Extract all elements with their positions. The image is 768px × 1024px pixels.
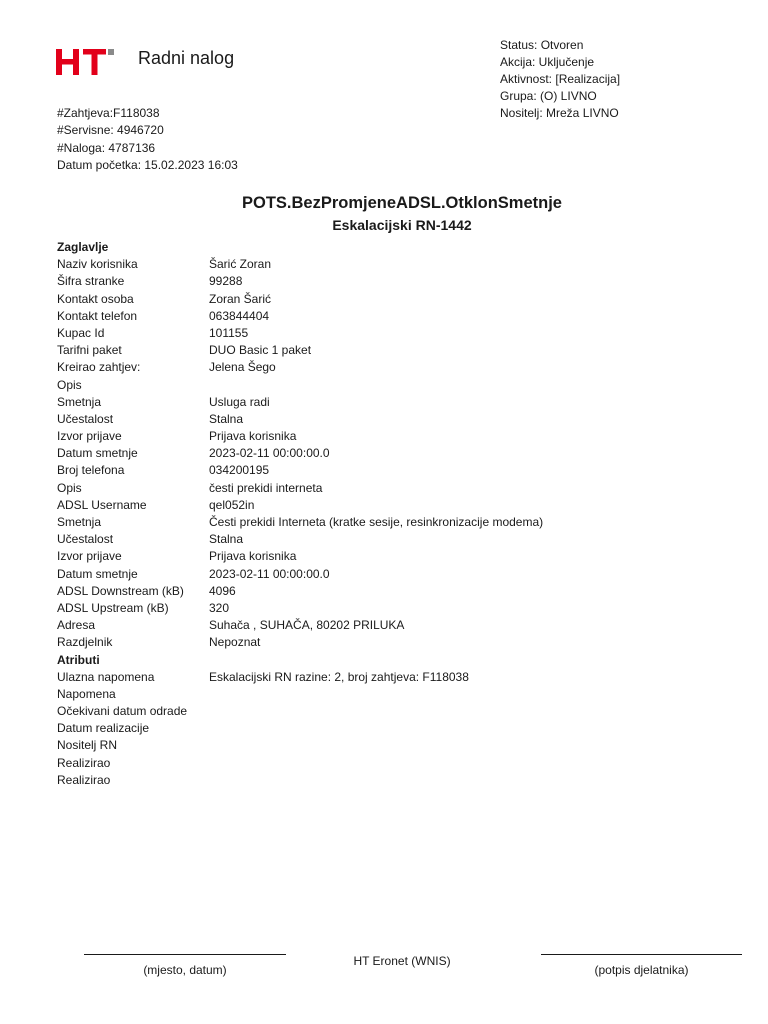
field-label: Realizirao bbox=[57, 772, 111, 787]
field-label: Šifra stranke bbox=[57, 274, 125, 289]
field-value: Stalna bbox=[209, 532, 244, 547]
detail-row bbox=[57, 720, 737, 737]
field-value: 101155 bbox=[209, 325, 249, 340]
field-value: qel052in bbox=[209, 497, 255, 512]
detail-row bbox=[57, 583, 737, 600]
field-value: Zoran Šarić bbox=[209, 291, 272, 306]
detail-row bbox=[57, 772, 737, 789]
signature-line bbox=[541, 954, 742, 955]
field-value: Česti prekidi Interneta (kratke sesije, resinkronizacije modema) bbox=[209, 515, 544, 529]
field-value: 034200195 bbox=[209, 463, 270, 478]
field-label: Kontakt osoba bbox=[57, 291, 134, 306]
detail-row bbox=[57, 600, 737, 617]
detail-row bbox=[57, 428, 737, 445]
field-value: Nepoznat bbox=[209, 635, 261, 650]
field-label: Smetnja bbox=[57, 394, 102, 409]
field-label: Izvor prijave bbox=[57, 549, 122, 564]
field-value: Prijava korisnika bbox=[209, 549, 297, 564]
detail-row bbox=[57, 514, 737, 531]
detail-row bbox=[57, 531, 737, 548]
field-value: Jelena Šego bbox=[209, 360, 276, 375]
field-value: Eskalacijski RN razine: 2, broj zahtjeva: F118038 bbox=[209, 669, 469, 684]
field-value: 320 bbox=[209, 600, 230, 615]
service-number: #Servisne: 4946720 bbox=[57, 123, 164, 138]
field-label: Datum realizacije bbox=[57, 721, 150, 736]
detail-row bbox=[57, 669, 737, 686]
field-label: Smetnja bbox=[57, 515, 102, 529]
field-label: Učestalost bbox=[57, 532, 114, 547]
detail-row bbox=[57, 566, 737, 583]
detail-row bbox=[57, 462, 737, 479]
detail-row bbox=[57, 325, 737, 342]
field-label: Kreirao zahtjev: bbox=[57, 360, 141, 375]
escalation-heading: Eskalacijski RN-1442 bbox=[332, 217, 472, 233]
detail-row bbox=[57, 703, 737, 720]
field-label: Kontakt telefon bbox=[57, 308, 138, 323]
field-label: Izvor prijave bbox=[57, 429, 122, 444]
field-label: Datum smetnje bbox=[57, 446, 138, 461]
order-details bbox=[57, 239, 737, 789]
field-label: Adresa bbox=[57, 618, 96, 633]
field-value: Usluga radi bbox=[209, 394, 270, 409]
status-line-action: Akcija: Uključenje bbox=[500, 55, 595, 69]
field-value: česti prekidi interneta bbox=[209, 480, 323, 495]
detail-row bbox=[57, 634, 737, 651]
field-label: Očekivani datum odrade bbox=[57, 704, 188, 719]
field-label: Datum smetnje bbox=[57, 566, 138, 581]
order-type-heading: POTS.BezPromjeneADSL.OtklonSmetnje bbox=[242, 194, 562, 212]
field-label: Opis bbox=[57, 377, 82, 392]
document-title: Radni nalog bbox=[138, 48, 235, 68]
field-label: Učestalost bbox=[57, 411, 114, 426]
ids-block bbox=[57, 105, 238, 174]
field-label: Napomena bbox=[57, 686, 116, 701]
field-label: Ulazna napomena bbox=[57, 669, 155, 684]
status-line-activity: Aktivnost: [Realizacija] bbox=[500, 72, 621, 86]
field-value: 063844404 bbox=[209, 308, 270, 323]
detail-row bbox=[57, 291, 737, 308]
field-label: ADSL Username bbox=[57, 497, 147, 512]
status-line-group: Grupa: (O) LIVNO bbox=[500, 89, 597, 103]
field-value: Suhača , SUHAČA, 80202 PRILUKA bbox=[209, 618, 405, 633]
field-label: Tarifni paket bbox=[57, 343, 122, 358]
start-date: Datum početka: 15.02.2023 16:03 bbox=[57, 157, 238, 172]
detail-row bbox=[57, 445, 737, 462]
detail-row bbox=[57, 548, 737, 565]
detail-row bbox=[57, 273, 737, 290]
detail-row bbox=[57, 308, 737, 325]
section-title: Zaglavlje bbox=[57, 240, 109, 254]
detail-row bbox=[57, 377, 737, 394]
order-number: #Naloga: 4787136 bbox=[57, 140, 156, 155]
field-value: 2023-02-11 00:00:00.0 bbox=[209, 446, 330, 461]
detail-row bbox=[57, 755, 737, 772]
detail-row bbox=[57, 359, 737, 376]
field-value: 99288 bbox=[209, 274, 243, 289]
detail-row bbox=[57, 617, 737, 634]
field-label: ADSL Downstream (kB) bbox=[57, 583, 184, 598]
detail-row bbox=[57, 686, 737, 703]
field-label: Razdjelnik bbox=[57, 635, 113, 650]
field-label: Nositelj RN bbox=[57, 738, 118, 753]
status-block bbox=[500, 37, 620, 122]
field-label: Naziv korisnika bbox=[57, 257, 138, 272]
signature-caption: (potpis djelatnika) bbox=[594, 963, 689, 977]
field-label: Opis bbox=[57, 480, 82, 495]
field-label: ADSL Upstream (kB) bbox=[57, 600, 169, 615]
field-value: DUO Basic 1 paket bbox=[209, 343, 312, 358]
section-header bbox=[57, 652, 737, 669]
place-date-caption: (mjesto, datum) bbox=[143, 963, 227, 977]
field-value: Šarić Zoran bbox=[209, 257, 272, 272]
detail-row bbox=[57, 411, 737, 428]
request-number: #Zahtjeva:F118038 bbox=[57, 106, 160, 120]
detail-row bbox=[57, 737, 737, 754]
detail-row bbox=[57, 342, 737, 359]
field-label: Kupac Id bbox=[57, 325, 105, 340]
detail-row bbox=[57, 480, 737, 497]
section-header bbox=[57, 239, 737, 256]
detail-row bbox=[57, 394, 737, 411]
status-line-owner: Nositelj: Mreža LIVNO bbox=[500, 106, 619, 120]
field-value: 4096 bbox=[209, 583, 236, 598]
detail-row bbox=[57, 497, 737, 514]
ht-logo bbox=[56, 47, 116, 75]
system-name: HT Eronet (WNIS) bbox=[353, 954, 451, 968]
place-date-line bbox=[84, 954, 286, 955]
field-value: 2023-02-11 00:00:00.0 bbox=[209, 566, 330, 581]
field-value: Stalna bbox=[209, 411, 244, 426]
field-label: Broj telefona bbox=[57, 463, 125, 478]
status-line-status: Status: Otvoren bbox=[500, 38, 584, 52]
detail-row bbox=[57, 256, 737, 273]
section-title: Atributi bbox=[57, 652, 100, 667]
field-label: Realizirao bbox=[57, 755, 111, 770]
field-value: Prijava korisnika bbox=[209, 429, 297, 444]
